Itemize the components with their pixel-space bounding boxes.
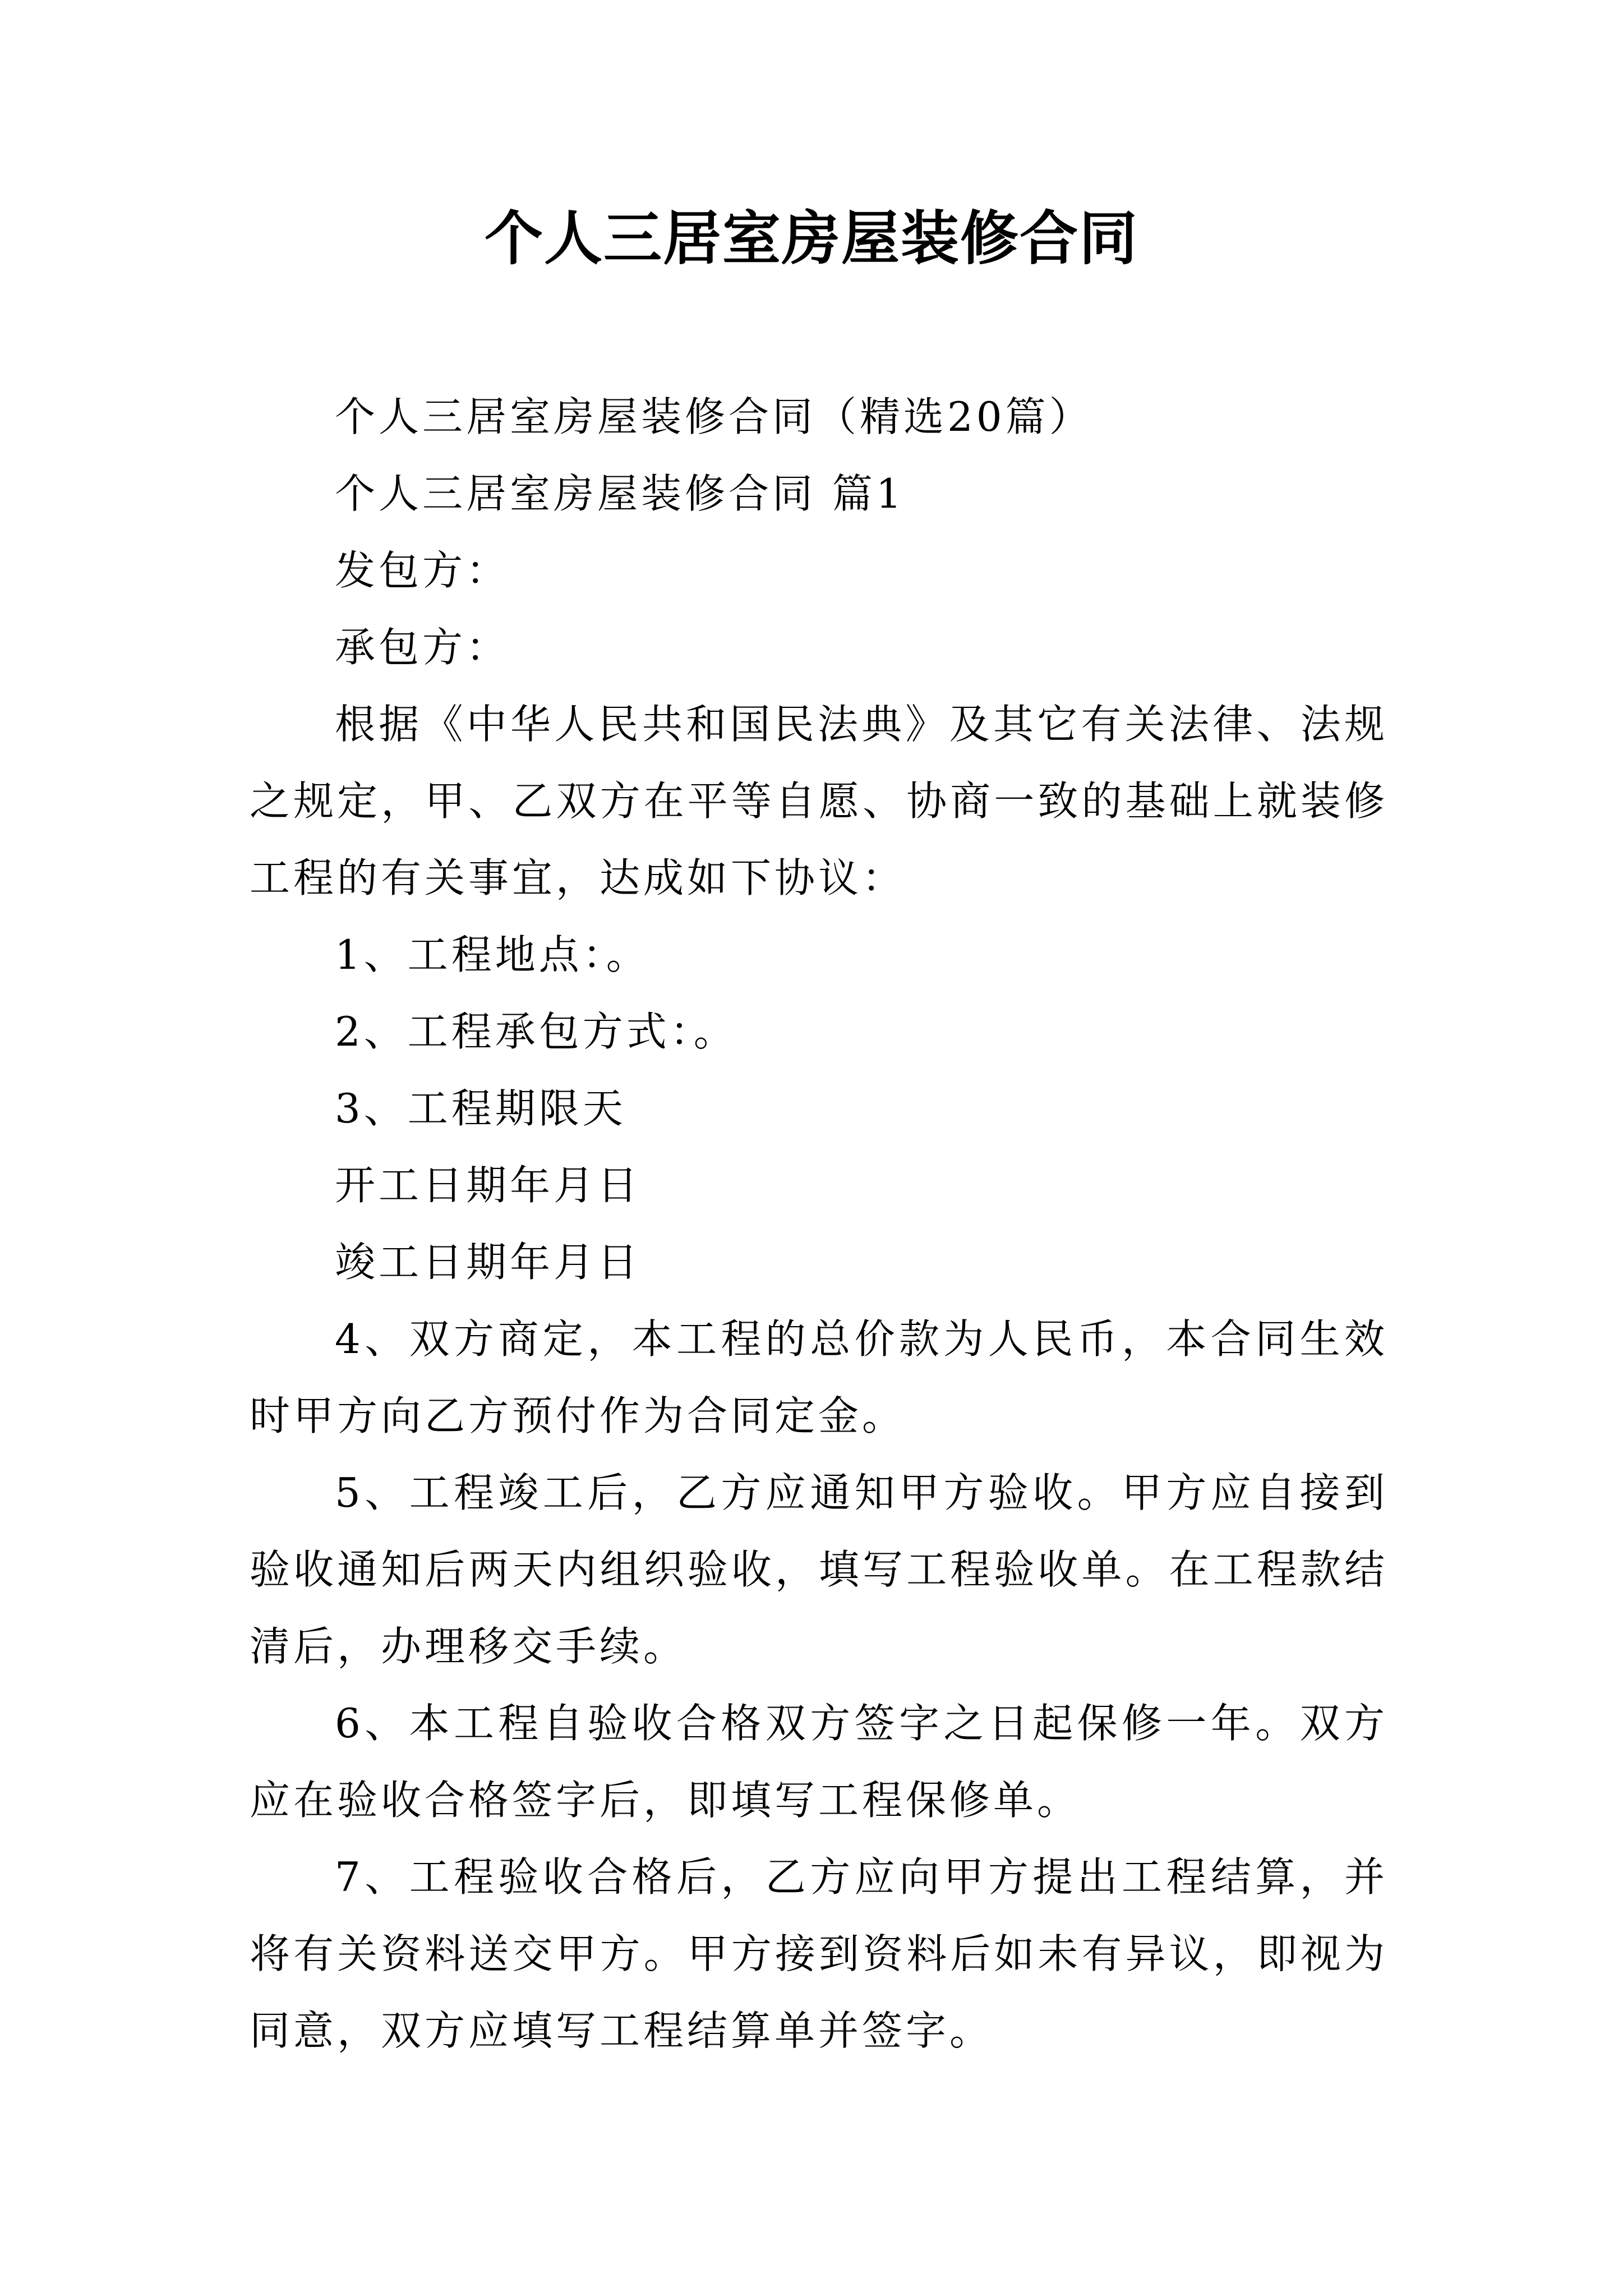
paragraph-section-heading: 个人三居室房屋装修合同 篇1 [335, 470, 905, 517]
paragraph-start-date: 开工日期年月日 [335, 1162, 642, 1209]
paragraph-clause-1: 1、工程地点：。 [335, 931, 650, 978]
paragraph-clause-4: 4、双方商定，本工程的总价款为人民币，本合同生效时甲方向乙方预付作为合同定金。 [250, 1315, 1388, 1439]
paragraph-clause-3: 3、工程期限天 [335, 1085, 626, 1132]
paragraph-clause-2: 2、工程承包方式：。 [335, 1008, 737, 1055]
paragraph-completion-date: 竣工日期年月日 [335, 1239, 642, 1286]
paragraph-clause-5: 5、工程竣工后，乙方应通知甲方验收。甲方应自接到验收通知后两天内组织验收，填写工程验收单。在工程款结清后，办理移交手续。 [250, 1469, 1388, 1670]
document-body [250, 379, 1388, 2069]
paragraph-contractor: 承包方： [335, 624, 510, 671]
paragraph-clause-7: 7、工程验收合格后，乙方应向甲方提出工程结算，并将有关资料送交甲方。甲方接到资料后如未有异议，即视为同意，双方应填写工程结算单并签字。 [250, 1853, 1388, 2054]
paragraph-subtitle: 个人三居室房屋装修合同（精选20篇） [335, 393, 1093, 440]
paragraph-employer: 发包方： [335, 547, 510, 594]
document-title: 个人三居室房屋装修合同 [484, 204, 1138, 273]
paragraph-preamble: 根据《中华人民共和国民法典》及其它有关法律、法规之规定，甲、乙双方在平等自愿、协商一致的基础上就装修工程的有关事宜，达成如下协议： [250, 701, 1388, 901]
paragraph-clause-6: 6、本工程自验收合格双方签字之日起保修一年。双方应在验收合格签字后，即填写工程保修单。 [250, 1700, 1388, 1824]
